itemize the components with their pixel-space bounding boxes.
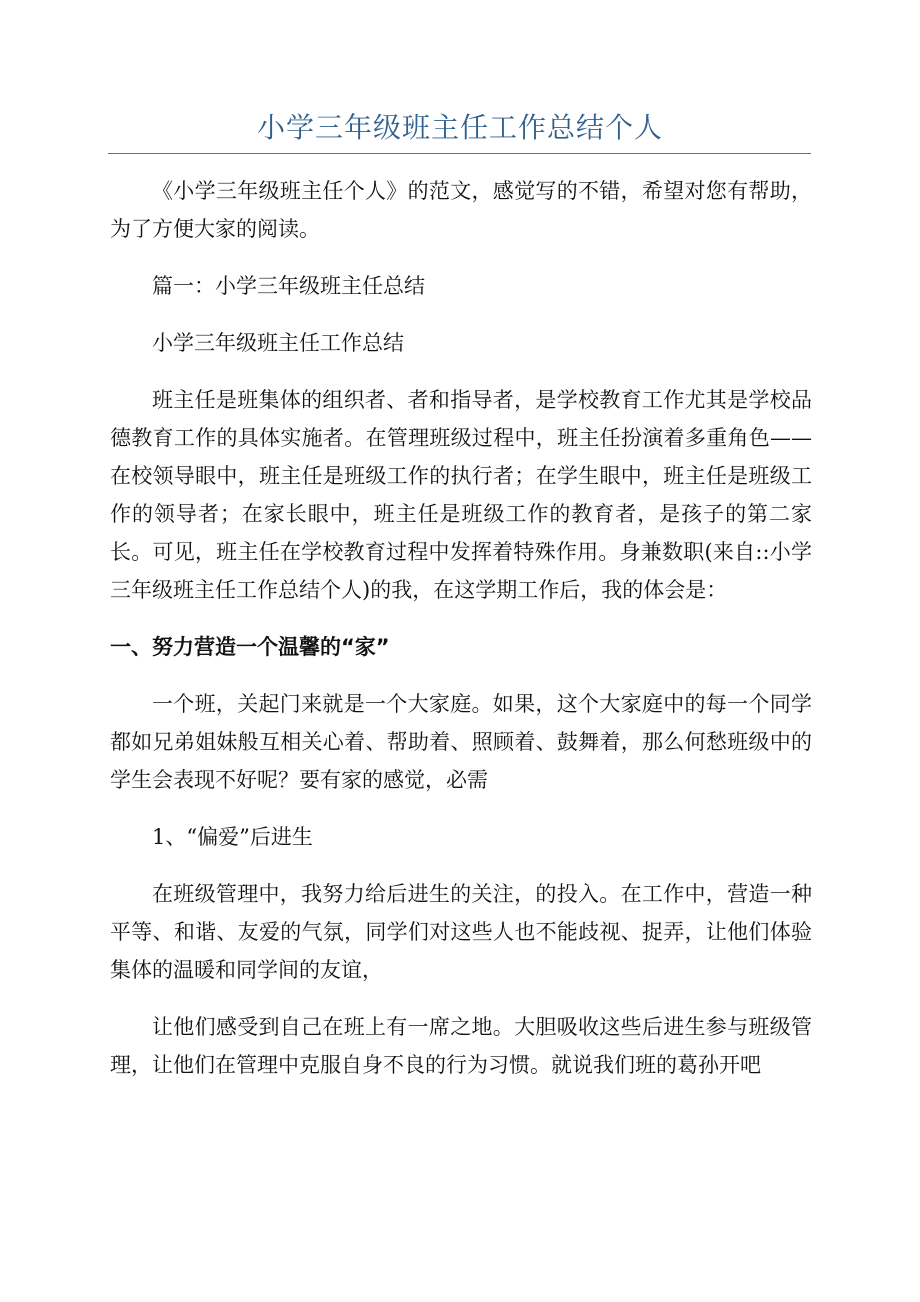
list-item-heading: 1、“偏爱”后进生	[152, 825, 313, 849]
body-paragraph: 让他们感受到自己在班上有一席之地。大胆吸收这些后进生参与班级管理，让他们在管理中克服自身不良的行为习惯。就说我们班的葛孙开吧	[110, 1015, 812, 1077]
section-heading: 一、努力营造一个温馨的“家”	[110, 635, 390, 659]
intro-paragraph: 《小学三年级班主任个人》的范文，感觉写的不错，希望对您有帮助，为了方便大家的阅读。	[110, 179, 812, 241]
section-label: 篇一：小学三年级班主任总结	[152, 274, 425, 298]
document-body	[110, 172, 812, 1084]
document-title: 小学三年级班主任工作总结个人	[256, 111, 663, 144]
body-paragraph: 一个班，关起门来就是一个大家庭。如果，这个大家庭中的每一个同学都如兄弟姐妹般互相关心着、帮助着、照顾着、鼓舞着，那么何愁班级中的学生会表现不好呢？要有家的感觉，必需	[110, 692, 812, 792]
body-paragraph: 在班级管理中，我努力给后进生的关注，的投入。在工作中，营造一种平等、和谐、友爱的气氛，同学们对这些人也不能歧视、捉弄，让他们体验集体的温暖和同学间的友谊，	[110, 882, 812, 982]
body-paragraph: 班主任是班集体的组织者、者和指导者，是学校教育工作尤其是学校品德教育工作的具体实施者。在管理班级过程中，班主任扮演着多重角色——在校领导眼中，班主任是班级工作的执行者；在学生眼中，班主任是班级工作的领导者；在家长眼中，班主任是班级工作的教育者，是孩子的第二家长。可见，班主任在学校教育过程中发挥着特殊作用。身兼数职(来自::小学三年级班主任工作总结个人)的我，在这学期工作后，我的体会是：	[110, 388, 812, 602]
title-divider	[108, 153, 811, 154]
section-subtitle: 小学三年级班主任工作总结	[152, 331, 404, 355]
